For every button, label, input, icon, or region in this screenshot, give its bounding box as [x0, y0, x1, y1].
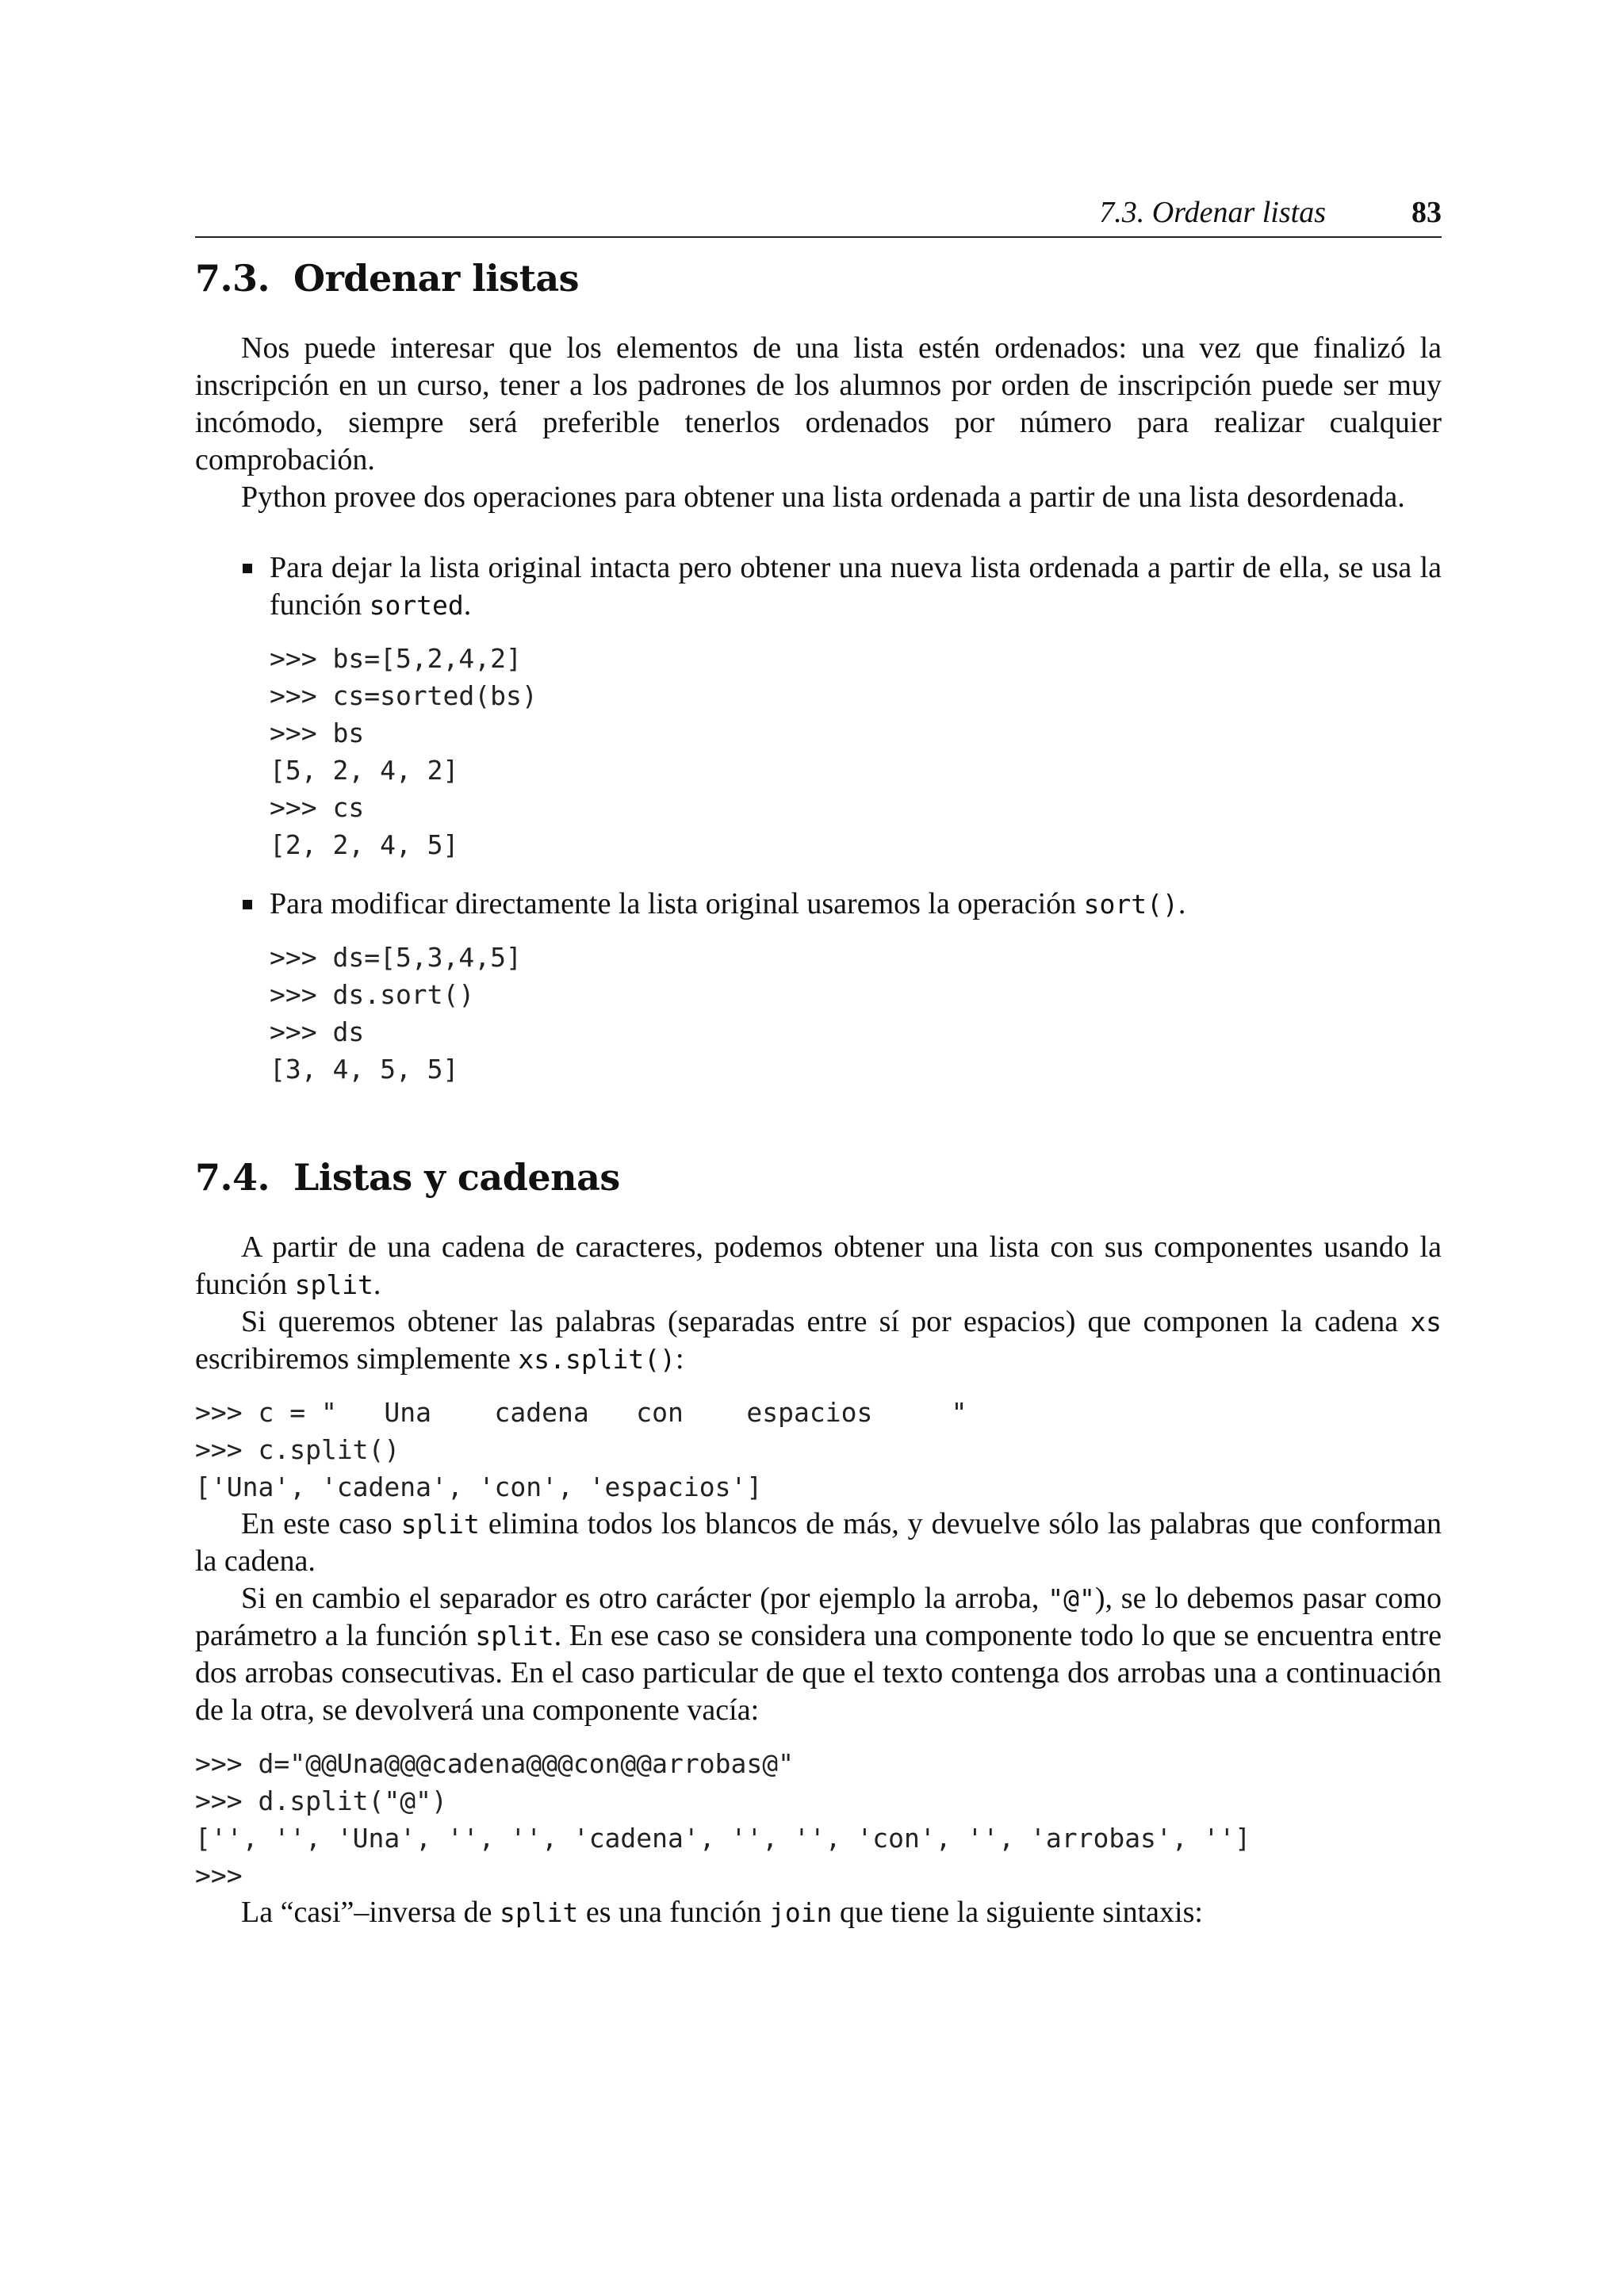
text-run: .: [373, 1268, 381, 1301]
inline-code: xs.split(): [518, 1344, 676, 1375]
text-run: elimina todos los blancos de más, y devuelve sólo las palabras que conforman la cadena.: [195, 1507, 1442, 1578]
text-run: En este caso: [241, 1507, 401, 1540]
section-number: 7.3.: [195, 257, 270, 300]
book-page: [195, 190, 1442, 1931]
list-item-text-part: .: [463, 588, 472, 622]
list-item-text: [270, 549, 1442, 624]
paragraph: [195, 1506, 1442, 1580]
code-block: >>> ds=[5,3,4,5] >>> ds.sort() >>> ds [3, 4, 5, 5]: [270, 942, 522, 1085]
running-header-section: 7.3. Ordenar listas: [1099, 196, 1326, 229]
inline-code: "@": [1048, 1583, 1095, 1614]
code-block: >>> d="@@Una@@@cadena@@@con@@arrobas@" >>> d.split("@") ['', '', 'Una', '', '', 'cadena', '', '', 'con', '', 'arrobas', ''] >>>: [195, 1748, 1251, 1891]
inline-code: split: [500, 1897, 579, 1928]
paragraph: [195, 1303, 1442, 1378]
code-block: >>> c = " Una cadena con espacios " >>> c.split() ['Una', 'cadena', 'con', 'espacios']: [195, 1397, 967, 1502]
bullet-icon: [243, 564, 252, 573]
running-header: [195, 190, 1442, 238]
text-run: escribiremos simplemente: [195, 1342, 519, 1376]
inline-code: sort(): [1083, 889, 1178, 920]
bullet-icon: [243, 900, 252, 909]
section-title: Ordenar listas: [293, 257, 580, 300]
paragraph: Nos puede interesar que los elementos de una lista estén ordenados: una vez que finalizó la inscripción en un curso, tener a los padrones de los alumnos por orden de inscripción puede ser muy incómodo, siempre será preferible tenerlos ordenados por número para realizar cualquier comprobación.: [195, 331, 1442, 476]
list-item: [195, 549, 1442, 863]
inline-code: join: [768, 1897, 833, 1928]
paragraph: [195, 1894, 1442, 1931]
text-run: A partir de una cadena de caracteres, podemos obtener una lista con sus componentes usando la función: [195, 1230, 1442, 1301]
text-run: es una función: [578, 1896, 769, 1929]
text-run: ), se lo debemos pasar como parámetro a la función: [195, 1582, 1442, 1652]
list-item-text: [270, 886, 1442, 923]
text-run: :: [676, 1342, 684, 1376]
section-number: 7.4.: [195, 1156, 270, 1199]
list-item: [195, 886, 1442, 1088]
section-title: Listas y cadenas: [293, 1156, 620, 1199]
paragraph: [195, 1229, 1442, 1303]
text-run: que tiene la siguiente sintaxis:: [832, 1896, 1203, 1929]
inline-code: sorted: [369, 590, 464, 621]
inline-code: split: [294, 1269, 373, 1300]
section-heading-listas-y-cadenas: [195, 1156, 1442, 1199]
text-run: . En ese caso se considera una componente todo lo que se encuentra entre dos arrobas consecutivas. En el caso particular de que el texto contenga dos arrobas una a continuación de la otra, se devolverá una componente vacía:: [195, 1619, 1442, 1727]
paragraph: Python provee dos operaciones para obtener una lista ordenada a partir de una lista desordenada.: [241, 480, 1405, 514]
code-block: >>> bs=[5,2,4,2] >>> cs=sorted(bs) >>> bs [5, 2, 4, 2] >>> cs [2, 2, 4, 5]: [270, 643, 538, 860]
list-item-text-part: Para modificar directamente la lista original usaremos la operación: [270, 887, 1084, 920]
paragraph: [195, 1580, 1442, 1729]
text-run: Si queremos obtener las palabras (separadas entre sí por espacios) que componen la cadena: [241, 1305, 1411, 1338]
text-run: La “casi”–inversa de: [241, 1896, 500, 1929]
page-number: 83: [1411, 196, 1442, 229]
inline-code: split: [475, 1621, 554, 1651]
inline-code: xs: [1410, 1307, 1442, 1337]
bullet-list: [195, 549, 1442, 1088]
list-item-text-part: .: [1178, 887, 1186, 920]
inline-code: split: [400, 1509, 480, 1540]
section-heading-ordenar-listas: [195, 257, 1442, 300]
list-item-text-part: Para dejar la lista original intacta pero obtener una nueva lista ordenada a partir de ella, se usa la función: [270, 551, 1442, 622]
text-run: Si en cambio el separador es otro carácter (por ejemplo la arroba,: [241, 1582, 1048, 1615]
